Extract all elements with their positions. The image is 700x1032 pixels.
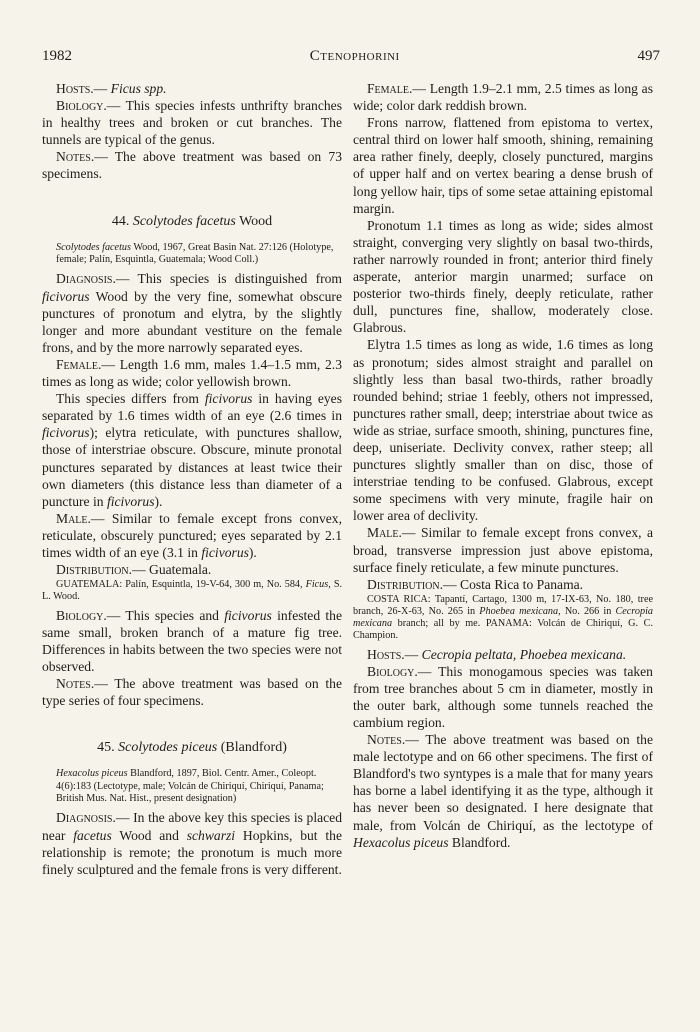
page-number: 497 [637, 48, 660, 64]
material-text: S. L. Wood. [42, 579, 343, 603]
taxon-name: ficivorus [201, 544, 249, 560]
notes-text: Blandford. [451, 834, 511, 850]
distribution-text: Costa Rica to Panama. [460, 576, 584, 592]
notes-text: The above treatment was based on the male lectotype and on 66 other specimens. The first of Blandford's two syntypes is a male that for many years has borne a label identifying it as the type, although it has never been so designated. I here designate that male, from Volcán de Chiriquí, as the lectotype of [353, 732, 653, 833]
male-paragraph [353, 524, 653, 575]
material-text: branch; all by me. PANAMA: Volcán de Chiriquí, G. C. Champion. [353, 618, 654, 642]
distribution-text: Guatemala. [149, 562, 212, 578]
biology-text: This species and [125, 607, 219, 623]
notes-label: Notes.— [56, 149, 108, 165]
female-label: Female.— [56, 356, 115, 372]
male-paragraph [42, 510, 342, 561]
biology-label: Biology.— [56, 98, 121, 114]
distribution-label: Distribution.— [56, 562, 146, 578]
taxon-name: ficivorus [42, 425, 90, 441]
header-title: Ctenophorini [309, 48, 400, 64]
male-text: Similar to female except frons convex, reticulate, obscurely punctured; eyes separated by 2.1 times width of an eye (3.1 in [42, 510, 342, 560]
species-citation [42, 768, 342, 805]
male-text: ). [248, 544, 257, 560]
diagnosis-text: Wood and [119, 827, 179, 843]
header-year: 1982 [42, 48, 72, 64]
diagnosis-paragraph [42, 270, 342, 355]
running-header [42, 48, 660, 65]
left-column [42, 80, 342, 878]
species-number: 45. [97, 740, 115, 756]
citation-text: Blandford, 1897, Biol. Centr. Amer., Coleopt. 4(6):183 (Lectotype, male; Volcán de Chiriquí, Chiriquí, Panama; British Mus. Nat. Hist., present designation) [56, 768, 324, 805]
species-name: Scolytodes piceus [118, 740, 218, 756]
diagnosis-text: This species is distinguished from [137, 271, 342, 287]
citation-name: Hexacolus piceus [56, 768, 128, 780]
taxon-name: schwarzi [186, 827, 236, 843]
notes-paragraph [353, 731, 653, 851]
biology-text: infested the same small, broken branch of a mature fig tree. Differences in habits between the two species were not observed. [42, 607, 342, 674]
female-paragraph [353, 80, 653, 114]
citation-name: Scolytodes facetus [56, 241, 131, 253]
distribution-paragraph [353, 576, 653, 593]
distribution-label: Distribution.— [367, 576, 457, 592]
notes-text: The above treatment was based on 73 specimens. [42, 149, 343, 182]
species-name: Scolytodes facetus [132, 213, 236, 229]
right-column [353, 80, 653, 851]
taxon-name: Hexacolus piceus [353, 834, 449, 850]
citation-text: Wood, 1967, Great Basin Nat. 27:126 (Holotype, female; Palín, Esquintla, Guatemala; Wood Coll.) [56, 241, 334, 266]
species-author: Wood [239, 213, 273, 229]
species-number: 44. [111, 213, 130, 229]
diagnosis-text: Hopkins, but the relationship is remote; the pronotum is much more finely sculptured and the female frons is very different. [42, 827, 342, 877]
species-author: (Blandford) [220, 740, 287, 756]
comparison-text: ); elytra reticulate, with punctures shallow, those of interstriae obscure. Obscure, minute pronotal punctures separated by distances at least twice their own diameters (this distance less than diameter of a puncture in [42, 425, 342, 509]
diagnosis-label: Diagnosis.— [56, 271, 130, 287]
taxon-name: facetus [73, 827, 112, 843]
female-text: Length 1.6 mm, males 1.4–1.5 mm, 2.3 times as long as wide; color yellowish brown. [42, 356, 342, 390]
female-text: Length 1.9–2.1 mm, 2.5 times as long as wide; color dark reddish brown. [353, 81, 653, 114]
biology-text: This monogamous species was taken from tree branches about 5 cm in diameter, mostly in the outer bark, although some tunnels reached the cambium region. [353, 663, 653, 730]
taxon-name: ficivorus [106, 493, 155, 509]
notes-label: Notes.— [367, 732, 419, 748]
material-text: GUATEMALA: Palín, Esquintla, 19-V-64, 300 m, No. 584, [56, 579, 303, 591]
biology-label: Biology.— [367, 663, 432, 679]
distribution-paragraph [42, 561, 342, 578]
notes-label: Notes.— [56, 675, 108, 691]
hosts-value: Cecropia peltata, Phoebea mexicana. [421, 646, 627, 662]
taxon-name: Cecropia mexicana [353, 606, 654, 630]
diagnosis-text: Wood by the very fine, somewhat obscure punctures of pronotum and elytra, by the slightly longer and more abundant vestiture on the female frons, and by the more narrowly separated eyes. [42, 288, 342, 355]
biology-paragraph [353, 663, 653, 731]
taxon-name: Ficus, [305, 579, 331, 591]
material-text: COSTA RICA: Tapantí, Cartago, 1300 m, 17-IX-63, No. 180, tree branch, 26-X-63, No. 265 in [353, 593, 653, 618]
taxon-name: ficivorus [42, 288, 90, 304]
hosts-value: Ficus spp. [110, 81, 167, 96]
pronotum-paragraph: Pronotum 1.1 times as long as wide; sides almost straight, converging very slightly on basal two-thirds, rather narrowly rounded in front; anterior third finely asperate, anterior margin unarmed; surface on posterior two-thirds finely, deeply reticulate, rather dull, punctures fine, shallow, moderately close. Glabrous. [353, 217, 653, 336]
hosts-label: Hosts.— [367, 646, 419, 662]
species-heading-44 [42, 213, 342, 230]
taxon-name: ficivorus [224, 607, 272, 623]
elytra-paragraph: Elytra 1.5 times as long as wide, 1.6 times as long as pronotum; sides almost straight and parallel on slightly less than basal two-thirds, rather broadly rounded behind; striae 1 feebly, others not impressed, punctures rather small, deep; interstriae about twice as wide as striae, surface smooth, shining, punctures fine, deep, uniseriate. Declivity convex, rather steep; all punctures slightly smaller than on disc, those of interstriae tending to be confused. Glabrous, except some specimens with very minute, fragile hair on lower area of declivity. [353, 337, 653, 524]
hosts-paragraph [353, 646, 653, 663]
hosts-label: Hosts.— [56, 81, 108, 96]
taxon-name: Phoebea mexicana, [479, 606, 561, 618]
comparison-text: This species differs from [56, 391, 199, 407]
biology-paragraph [42, 607, 342, 675]
comparison-text: ). [154, 493, 163, 509]
species-citation [42, 242, 342, 267]
material-examined [353, 594, 653, 643]
female-paragraph [42, 356, 342, 390]
female-label: Female.— [367, 81, 426, 96]
frons-paragraph: Frons narrow, flattened from epistoma to vertex, central third on lower half smooth, shining, remaining area rather finely, deeply, closely punctured, margins of upper half and on vertex bearing a dense brush of long yellow hair, tips of some setae attaining epistomal margin. [353, 115, 653, 216]
species-heading-45 [42, 739, 342, 756]
notes-text: The above treatment was based on the type series of four specimens. [42, 675, 342, 709]
notes-paragraph [42, 148, 342, 182]
male-label: Male.— [367, 525, 416, 541]
biology-label: Biology.— [56, 607, 121, 623]
comparison-paragraph [42, 390, 342, 510]
material-examined [42, 579, 342, 603]
male-text: Similar to female except frons convex, a broad, transverse impression just above epistoma, surface finely reticulate, a few minute punctures. [353, 525, 653, 575]
diagnosis-label: Diagnosis.— [56, 810, 130, 826]
comparison-text: in having eyes separated by 1.6 times width of an eye (2.6 times in [42, 391, 342, 424]
notes-paragraph [42, 675, 342, 709]
hosts-paragraph [42, 80, 342, 97]
material-text: No. 266 in [564, 606, 612, 618]
biology-text: This species infests unthrifty branches in healthy trees and broken or cut branches. The tunnels are typical of the genus. [42, 98, 342, 148]
diagnosis-paragraph [42, 809, 342, 877]
taxon-name: ficivorus [204, 391, 253, 407]
biology-paragraph [42, 97, 342, 148]
diagnosis-text: In the above key this species is placed near [42, 810, 342, 843]
male-label: Male.— [56, 510, 105, 526]
